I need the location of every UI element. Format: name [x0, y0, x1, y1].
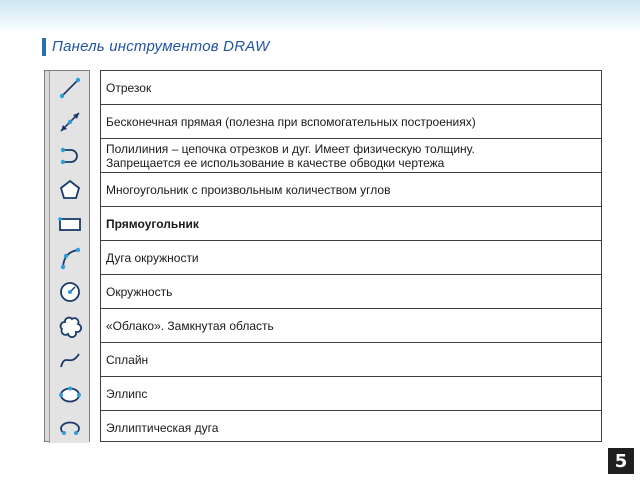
tool-description-table	[100, 70, 602, 442]
rectangle-icon	[58, 212, 82, 236]
tool-rectangle-button[interactable]	[50, 207, 90, 241]
slide-header-band	[0, 0, 640, 34]
desc-row-circle: Окружность	[101, 275, 601, 309]
desc-row-spline: Сплайн	[101, 343, 601, 377]
tool-line-button[interactable]	[50, 71, 90, 105]
desc-row-ellipse: Эллипс	[101, 377, 601, 411]
tool-elliptical-arc-button[interactable]	[50, 411, 90, 445]
tool-polygon-button[interactable]	[50, 173, 90, 207]
arc-icon	[58, 246, 82, 270]
desc-polyline-line1: Полилиния – цепочка отрезков и дуг. Имеет физическую толщину.	[106, 141, 475, 156]
tool-spline-button[interactable]	[50, 343, 90, 377]
slide-title-prefix: Панель инструментов	[52, 38, 219, 55]
desc-row-revision-cloud: «Облако». Замкнутая область	[101, 309, 601, 343]
line-icon	[58, 76, 82, 100]
ellipse-icon	[58, 382, 82, 406]
desc-polyline-line2: Запрещается ее использование в качестве обводки чертежа	[106, 155, 445, 170]
elliptical-arc-icon	[58, 416, 82, 440]
polyline-icon	[58, 144, 82, 168]
slide-title-tool: DRAW	[223, 38, 270, 55]
slide-title	[52, 38, 270, 55]
tool-revision-cloud-button[interactable]	[50, 309, 90, 343]
desc-row-rectangle: Прямоугольник	[101, 207, 601, 241]
desc-row-line: Отрезок	[101, 71, 601, 105]
title-accent-bar	[42, 38, 46, 56]
tool-construction-line-button[interactable]	[50, 105, 90, 139]
desc-row-polyline	[101, 139, 601, 173]
page-number-badge: 5	[608, 448, 634, 474]
revision-cloud-icon	[58, 314, 82, 338]
tool-circle-button[interactable]	[50, 275, 90, 309]
tool-ellipse-button[interactable]	[50, 377, 90, 411]
polygon-icon	[58, 178, 82, 202]
construction-line-icon	[58, 110, 82, 134]
tool-polyline-button[interactable]	[50, 139, 90, 173]
desc-row-construction-line: Бесконечная прямая (полезна при вспомогательных построениях)	[101, 105, 601, 139]
circle-icon	[58, 280, 82, 304]
desc-row-arc: Дуга окружности	[101, 241, 601, 275]
tool-arc-button[interactable]	[50, 241, 90, 275]
toolbar-icon-column	[44, 70, 90, 442]
spline-icon	[58, 348, 82, 372]
toolbar-strip	[49, 71, 89, 443]
desc-row-polygon: Многоугольник с произвольным количеством углов	[101, 173, 601, 207]
desc-row-elliptical-arc: Эллиптическая дуга	[106, 421, 219, 435]
draw-toolbar-table	[44, 70, 602, 442]
